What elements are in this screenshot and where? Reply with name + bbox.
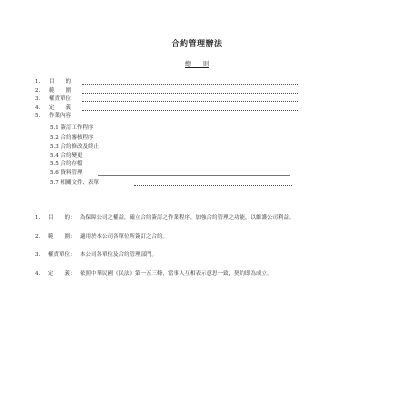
article-text: 依照中華民國《民法》第一五三條，當事人互相表示意思一致，契約即為成立。 xyxy=(80,271,273,277)
toc-number: 5. xyxy=(35,113,41,119)
toc-number: 1. xyxy=(35,79,41,85)
toc-leader-line xyxy=(82,110,298,111)
toc-leader-line xyxy=(82,101,298,102)
toc-subitem: 5.5 合約存檔 xyxy=(50,161,83,167)
article-label: 範 圍： xyxy=(48,234,76,240)
article-text: 適用於本公司各單位所簽訂之合約。 xyxy=(80,234,169,240)
toc-number: 2. xyxy=(35,88,41,94)
section-heading: 總 則 xyxy=(184,61,209,68)
toc-subitem: 5.2 合約審核程序 xyxy=(50,135,94,141)
toc-subitem: 5.3 合約修改及終止 xyxy=(50,144,99,150)
article-label: 目 的： xyxy=(48,215,76,221)
document-title: 合約管理辦法 xyxy=(171,38,223,48)
toc-subitem: 5.4 合約變更 xyxy=(50,153,83,159)
toc-label: 定 義 xyxy=(49,105,72,111)
toc-number: 3. xyxy=(35,96,41,102)
article-text: 為保障公司之權益，確立合約簽訂之作業程序，加強合約管理之功能，以維護公司利益。 xyxy=(80,215,295,221)
article-number: 2. xyxy=(35,234,41,240)
article-number: 3. xyxy=(35,252,41,258)
article-number: 1. xyxy=(35,215,41,221)
toc-label: 目 的 xyxy=(49,79,72,85)
toc-label: 權責單位 xyxy=(49,96,72,102)
toc-leader-line xyxy=(82,84,298,85)
toc-subitem: 5.1 簽訂工作程序 xyxy=(50,125,94,131)
toc-subitem: 5.7 相關文件、表單 xyxy=(50,180,99,186)
toc-number: 4. xyxy=(35,105,41,111)
toc-leader-line xyxy=(134,185,292,186)
toc-leader-line xyxy=(82,93,298,94)
toc-subitem: 5.6 資料管理 xyxy=(50,170,83,176)
article-label: 權責單位： xyxy=(48,252,76,258)
article-number: 4. xyxy=(35,271,41,277)
toc-leader-line xyxy=(98,175,290,176)
toc-label: 作業內容 xyxy=(49,113,72,119)
article-label: 定 義： xyxy=(48,271,76,277)
article-text: 本公司各單位及合約管理部門。 xyxy=(80,252,158,258)
toc-label: 範 圍 xyxy=(49,88,72,94)
